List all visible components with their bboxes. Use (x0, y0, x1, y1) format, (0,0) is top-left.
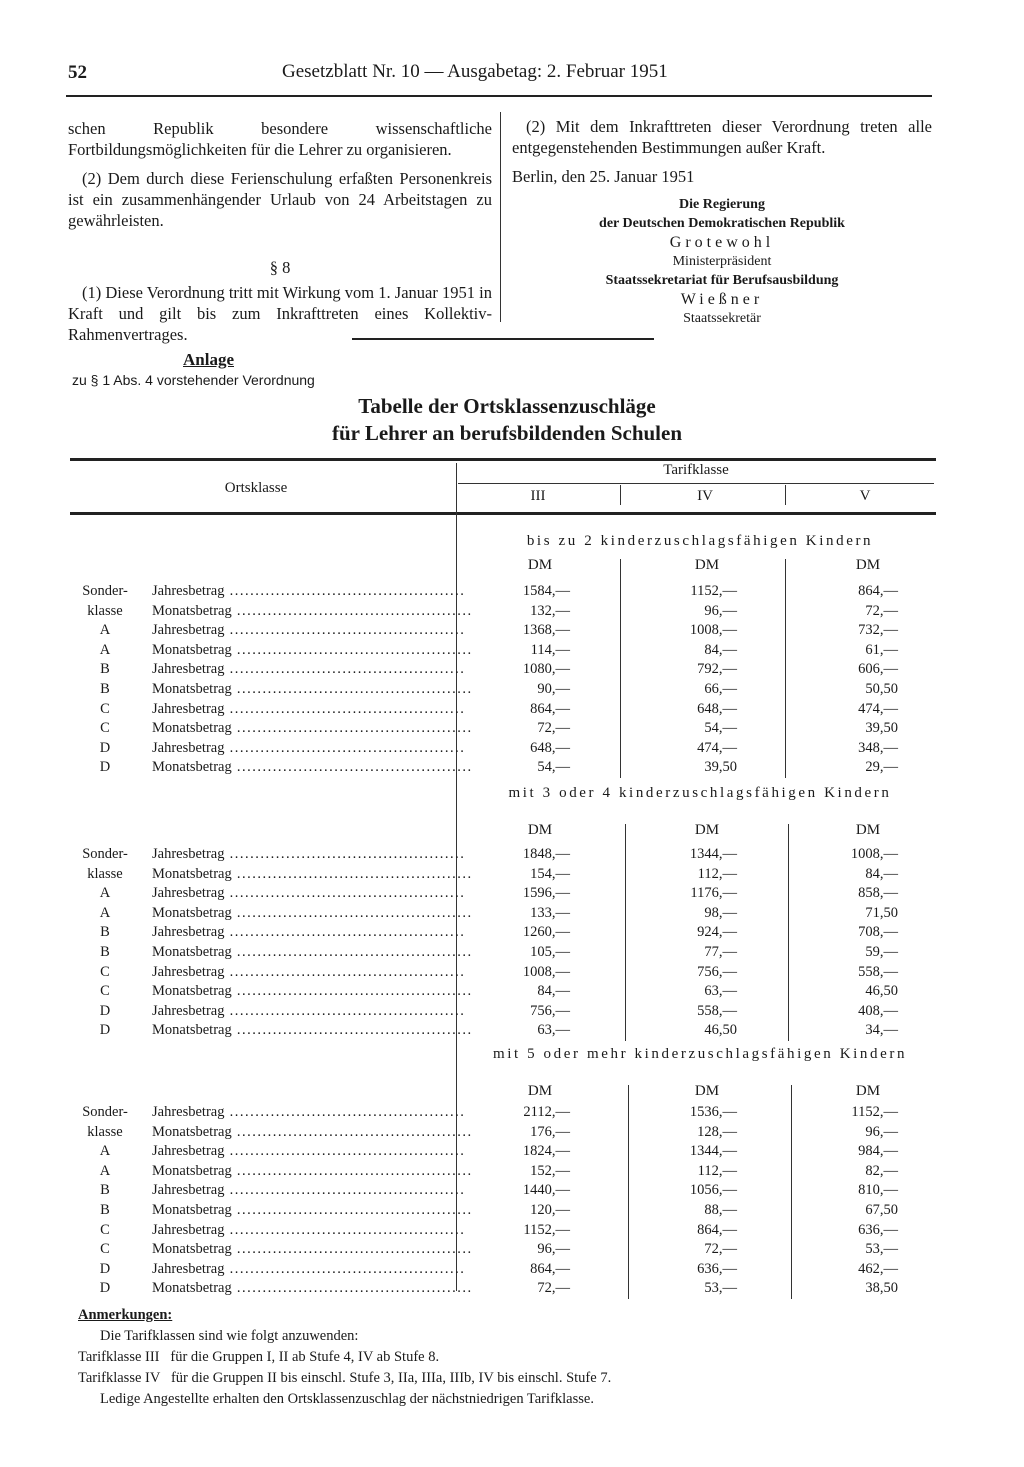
leader-dots: .............................................. (224, 1104, 466, 1120)
header-divider (785, 485, 786, 505)
betrag-type-cell (152, 1240, 473, 1260)
amount-cell: 1344,— (689, 846, 737, 862)
betrag-type-cell (152, 963, 466, 983)
betrag-type-cell (152, 982, 473, 1002)
left-paragraph-2: (2) Dem durch diese Ferienschulung erfaßten Personenkreis ist ein zusammenhängender Urlaub von 24 Arbeitstagen zu gewährleisten. (68, 169, 492, 230)
amount-cell: 858,— (858, 885, 898, 902)
ortsklasse-cell: C (100, 1241, 110, 1258)
amount-cell: 474,— (697, 739, 737, 756)
amount-cell: 72,— (537, 720, 570, 737)
ortsklasse-cell: A (99, 622, 111, 639)
table-row (70, 904, 930, 924)
amount-cell: 133,— (530, 904, 570, 921)
amount-cell: 84,— (537, 983, 570, 1000)
betrag-type-cell (152, 845, 466, 865)
leader-dots: .............................................. (224, 1260, 466, 1277)
dateline: Berlin, den 25. Januar 1951 (512, 167, 695, 186)
header-tarifklasse: Tarifklasse (663, 462, 729, 478)
ortsklasse-cell: C (100, 720, 110, 737)
ortsklasse-cell: D (99, 1260, 111, 1277)
betrag-type-label: Monatsbetrag (152, 1202, 232, 1218)
betrag-type-cell (152, 680, 473, 700)
leader-dots: .............................................. (231, 681, 473, 697)
sig-government-line-2: der Deutschen Demokratischen Republik (599, 216, 845, 231)
betrag-type-cell (152, 739, 466, 759)
leader-dots: .............................................. (231, 1241, 473, 1258)
betrag-type-label: Monatsbetrag (152, 1280, 232, 1297)
amount-cell: 636,— (858, 1221, 898, 1238)
leader-dots: .............................................. (224, 583, 466, 599)
amount-cell: 72,— (537, 1280, 570, 1297)
table-top-rule (70, 458, 936, 461)
amount-cell: 1536,— (689, 1104, 737, 1120)
group-label: mit 3 oder 4 kinderzuschlagsfähigen Kindern (508, 785, 892, 801)
betrag-type-cell (152, 1123, 473, 1143)
currency-label: DM (855, 822, 881, 838)
table-row (70, 923, 930, 943)
amount-cell: 46,50 (704, 1022, 737, 1039)
right-paragraph-1: (2) Mit dem Inkrafttreten dieser Verordnung treten alle entgegenstehenden Bestimmungen außer Kraft. (512, 117, 932, 157)
betrag-type-label: Jahresbetrag (152, 622, 225, 639)
leader-dots: .............................................. (231, 720, 473, 737)
header-ortsklasse: Ortsklasse (224, 480, 288, 496)
amount-cell: 53,— (704, 1280, 737, 1297)
notes-line-2: Tarifklasse III für die Gruppen I, II ab Stufe 4, IV ab Stufe 8. (78, 1349, 440, 1365)
ortsklasse-cell: A (99, 641, 111, 658)
amount-cell: 66,— (704, 681, 737, 697)
notes-line-1: Die Tarifklassen sind wie folgt anzuwenden: (100, 1328, 359, 1344)
amount-cell: 1344,— (689, 1143, 737, 1160)
table-row (70, 1260, 930, 1280)
amount-cell: 84,— (704, 641, 737, 658)
table-row (70, 621, 930, 641)
amount-cell: 96,— (865, 1123, 898, 1140)
ortsklasse-cell: D (99, 759, 111, 776)
leader-dots: .............................................. (231, 641, 473, 658)
betrag-type-label: Jahresbetrag (152, 700, 225, 717)
amount-cell: 474,— (858, 700, 898, 717)
amount-cell: 71,50 (865, 904, 898, 921)
left-paragraph-1: schen Republik besondere wissenschaftliche Fortbildungsmöglichkeiten für die Lehrer zu organisieren. (68, 119, 492, 159)
amount-cell: 96,— (537, 1241, 570, 1258)
currency-label: DM (855, 1083, 881, 1099)
amount-cell: 72,— (865, 602, 898, 619)
betrag-type-cell (152, 943, 473, 963)
table-row (70, 1103, 930, 1123)
table-row (70, 758, 930, 778)
leader-dots: .............................................. (231, 944, 473, 960)
betrag-type-label: Monatsbetrag (152, 759, 232, 776)
amount-cell: 1056,— (689, 1182, 737, 1199)
betrag-type-label: Monatsbetrag (152, 1123, 232, 1140)
betrag-type-cell (152, 923, 466, 943)
currency-label: DM (527, 822, 553, 838)
leader-dots: .............................................. (231, 1162, 473, 1179)
ortsklasse-cell: B (100, 924, 110, 941)
table-row (70, 1221, 930, 1241)
ortsklasse-cell: D (99, 1002, 111, 1019)
sig-role-2: Staatssekretär (683, 311, 761, 326)
amount-cell: 462,— (858, 1260, 898, 1277)
betrag-type-label: Monatsbetrag (152, 944, 232, 960)
leader-dots: .............................................. (231, 1022, 473, 1039)
betrag-type-cell (152, 719, 473, 739)
betrag-type-cell (152, 641, 473, 661)
table-row (70, 845, 930, 865)
leader-dots: .............................................. (231, 1123, 473, 1140)
amount-cell: 77,— (704, 944, 737, 960)
amount-cell: 29,— (865, 759, 898, 776)
amount-cell: 1848,— (522, 846, 570, 862)
header-tarif-v: V (859, 488, 871, 504)
leader-dots: .............................................. (231, 602, 473, 619)
section-rule (352, 338, 654, 340)
betrag-type-cell (152, 1021, 473, 1041)
amount-cell: 792,— (697, 661, 737, 678)
amount-cell: 1368,— (522, 622, 570, 639)
amount-cell: 1260,— (522, 924, 570, 941)
notes-heading: Anmerkungen: (78, 1307, 173, 1323)
ortsklasse-cell: D (99, 739, 111, 756)
amount-cell: 120,— (530, 1202, 570, 1218)
leader-dots: .............................................. (224, 622, 466, 639)
betrag-type-label: Jahresbetrag (152, 924, 225, 941)
betrag-type-label: Monatsbetrag (152, 865, 232, 882)
table-row (70, 1162, 930, 1182)
table-row (70, 1279, 930, 1299)
amount-cell: 1152,— (690, 583, 737, 599)
table-row (70, 739, 930, 759)
amount-cell: 864,— (530, 1260, 570, 1277)
table-row (70, 865, 930, 885)
betrag-type-cell (152, 904, 473, 924)
table-title-line-1: Tabelle der Ortsklassenzuschläge (358, 394, 656, 418)
betrag-type-cell (152, 621, 466, 641)
currency-label: DM (527, 1083, 553, 1099)
amount-cell: 1008,— (522, 963, 570, 980)
leader-dots: .............................................. (224, 1143, 466, 1160)
leader-dots: .............................................. (231, 759, 473, 776)
amount-cell: 61,— (865, 641, 898, 658)
table-row (70, 1021, 930, 1041)
betrag-type-cell (152, 758, 473, 778)
amount-cell: 864,— (858, 583, 898, 599)
amount-cell: 558,— (697, 1002, 737, 1019)
betrag-type-label: Monatsbetrag (152, 1162, 232, 1179)
ortsklasse-cell: C (100, 983, 110, 1000)
table-row (70, 700, 930, 720)
leader-dots: .............................................. (231, 865, 473, 882)
left-column (68, 118, 492, 353)
amount-cell: 2112,— (523, 1104, 570, 1120)
table-row (70, 1181, 930, 1201)
amount-cell: 34,— (865, 1022, 898, 1039)
table-row (70, 660, 930, 680)
leader-dots: .............................................. (224, 1002, 466, 1019)
amount-cell: 648,— (530, 739, 570, 756)
amount-cell: 112,— (697, 1162, 737, 1179)
amount-cell: 63,— (704, 983, 737, 1000)
table-title (200, 393, 814, 447)
table-row (70, 1142, 930, 1162)
betrag-type-cell (152, 1142, 466, 1162)
ortsklasse-cell: B (100, 661, 110, 678)
table-row (70, 719, 930, 739)
section-heading: § 8 (269, 258, 291, 277)
ortsklasse-cell: klasse (87, 865, 123, 882)
amount-cell: 1176,— (690, 885, 737, 902)
betrag-type-label: Jahresbetrag (152, 885, 225, 902)
amount-cell: 90,— (537, 681, 570, 697)
betrag-type-label: Monatsbetrag (152, 904, 232, 921)
table-row (70, 982, 930, 1002)
amount-cell: 756,— (697, 963, 737, 980)
table-row (70, 1123, 930, 1143)
currency-label: DM (694, 1083, 720, 1099)
currency-label: DM (527, 557, 553, 573)
leader-dots: .............................................. (224, 739, 466, 756)
leader-dots: .............................................. (231, 904, 473, 921)
page-number: 52 (68, 62, 87, 83)
amount-cell: 67,50 (865, 1202, 898, 1218)
betrag-type-label: Jahresbetrag (152, 739, 225, 756)
ortsklasse-cell: B (100, 1182, 110, 1199)
right-column (512, 116, 932, 328)
header-tarif-iii: III (530, 488, 546, 504)
leader-dots: .............................................. (224, 846, 466, 862)
amount-cell: 39,50 (865, 720, 898, 737)
ortsklasse-cell: A (99, 1143, 111, 1160)
sig-government-line-1: Die Regierung (679, 197, 765, 212)
group-label: bis zu 2 kinderzuschlagsfähigen Kindern (526, 533, 874, 549)
ortsklasse-cell: B (100, 681, 110, 697)
leader-dots: .............................................. (231, 983, 473, 1000)
ortsklasse-cell: C (100, 963, 110, 980)
ortsklasse-cell: D (99, 1280, 111, 1297)
betrag-type-cell (152, 1201, 473, 1221)
amount-cell: 132,— (530, 602, 570, 619)
currency-label: DM (694, 822, 720, 838)
amount-cell: 72,— (704, 1241, 737, 1258)
left-paragraph-3: (1) Diese Verordnung tritt mit Wirkung vom 1. Januar 1951 in Kraft und gilt bis zum Inkrafttreten eines Kollektiv-Rahmenvertrages. (68, 283, 492, 344)
leader-dots: .............................................. (224, 1221, 466, 1238)
betrag-type-cell (152, 1181, 466, 1201)
amount-cell: 810,— (858, 1182, 898, 1199)
currency-label: DM (855, 557, 881, 573)
ortsklasse-cell: A (99, 904, 111, 921)
table-row (70, 1002, 930, 1022)
amount-cell: 59,— (865, 944, 898, 960)
ortsklasse-cell: B (100, 944, 110, 960)
betrag-type-label: Jahresbetrag (152, 1182, 225, 1199)
betrag-type-label: Jahresbetrag (152, 1104, 225, 1120)
betrag-type-label: Jahresbetrag (152, 661, 225, 678)
betrag-type-label: Monatsbetrag (152, 983, 232, 1000)
betrag-type-cell (152, 1279, 473, 1299)
betrag-type-label: Jahresbetrag (152, 583, 225, 599)
betrag-type-label: Jahresbetrag (152, 1221, 225, 1238)
betrag-type-cell (152, 582, 466, 602)
amount-cell: 636,— (697, 1260, 737, 1277)
leader-dots: .............................................. (224, 885, 466, 902)
ortsklasse-cell: Sonder- (82, 846, 128, 862)
table-row (70, 582, 930, 602)
group-label: mit 5 oder mehr kinderzuschlagsfähigen Kindern (492, 1046, 908, 1062)
leader-dots: .............................................. (224, 661, 466, 678)
betrag-type-cell (152, 602, 473, 622)
amount-cell: 864,— (530, 700, 570, 717)
leader-dots: .............................................. (224, 700, 466, 717)
table-row (70, 1201, 930, 1221)
header-divider (620, 485, 621, 505)
amount-cell: 1584,— (522, 583, 570, 599)
amount-cell: 1152,— (851, 1104, 898, 1120)
notes (78, 1305, 611, 1410)
sig-organisation-2: Staatssekretariat für Berufsausbildung (605, 273, 839, 288)
ortsklasse-cell: A (99, 1162, 111, 1179)
ortsklasse-cell: C (100, 700, 110, 717)
betrag-type-cell (152, 1221, 466, 1241)
amount-cell: 53,— (865, 1241, 898, 1258)
betrag-type-cell (152, 1260, 466, 1280)
currency-label: DM (694, 557, 720, 573)
amount-cell: 154,— (530, 865, 570, 882)
amount-cell: 1080,— (522, 661, 570, 678)
amount-cell: 558,— (858, 963, 898, 980)
betrag-type-label: Jahresbetrag (152, 846, 225, 862)
annex-subtitle: zu § 1 Abs. 4 vorstehender Verordnung (72, 372, 315, 388)
betrag-type-cell (152, 1002, 466, 1022)
sig-role-1: Ministerpräsident (672, 254, 772, 269)
leader-dots: .............................................. (231, 1202, 473, 1218)
amount-cell: 756,— (530, 1002, 570, 1019)
betrag-type-label: Monatsbetrag (152, 1241, 232, 1258)
betrag-type-cell (152, 700, 466, 720)
amount-cell: 112,— (697, 865, 737, 882)
table-row (70, 884, 930, 904)
amount-cell: 924,— (697, 924, 737, 941)
amount-cell: 50,50 (865, 681, 898, 697)
ortsklasse-cell: Sonder- (82, 583, 128, 599)
betrag-type-label: Jahresbetrag (152, 963, 225, 980)
table-header-rule (70, 512, 936, 515)
ortsklasse-cell: klasse (87, 602, 123, 619)
ortsklasse-cell: klasse (87, 1123, 123, 1140)
amount-cell: 88,— (704, 1202, 737, 1218)
amount-cell: 864,— (697, 1221, 737, 1238)
leader-dots: .............................................. (224, 1182, 466, 1199)
amount-cell: 38,50 (865, 1280, 898, 1297)
amount-cell: 46,50 (865, 983, 898, 1000)
amount-cell: 54,— (704, 720, 737, 737)
amount-cell: 128,— (697, 1123, 737, 1140)
table-row (70, 641, 930, 661)
header-tarif-iv: IV (697, 488, 713, 504)
ortsklasse-cell: A (99, 885, 111, 902)
leader-dots: .............................................. (224, 963, 466, 980)
signature-block (512, 195, 932, 328)
amount-cell: 708,— (858, 924, 898, 941)
amount-cell: 105,— (530, 944, 570, 960)
leader-dots: .............................................. (224, 924, 466, 941)
header-rule (66, 95, 932, 97)
betrag-type-cell (152, 660, 466, 680)
ortsklasse-cell: C (100, 1221, 110, 1238)
amount-cell: 98,— (704, 904, 737, 921)
amount-cell: 82,— (865, 1162, 898, 1179)
amount-cell: 1008,— (689, 622, 737, 639)
betrag-type-label: Jahresbetrag (152, 1143, 225, 1160)
annex-title: Anlage (183, 350, 234, 369)
gazette-header: Gesetzblatt Nr. 10 — Ausgabetag: 2. Februar 1951 (282, 61, 668, 82)
tarif-underline (458, 483, 934, 484)
ortsklasse-cell: D (99, 1022, 111, 1039)
sig-name-1: Grotewohl (669, 234, 775, 251)
amount-cell: 408,— (858, 1002, 898, 1019)
amount-cell: 63,— (537, 1022, 570, 1039)
betrag-type-label: Monatsbetrag (152, 641, 232, 658)
amount-cell: 39,50 (704, 759, 737, 776)
betrag-type-label: Monatsbetrag (152, 1022, 232, 1039)
amount-cell: 54,— (537, 759, 570, 776)
table-row (70, 963, 930, 983)
table-title-line-2: für Lehrer an berufsbildenden Schulen (331, 421, 683, 445)
amount-cell: 1008,— (850, 846, 898, 862)
betrag-type-label: Jahresbetrag (152, 1260, 225, 1277)
notes-line-4: Ledige Angestellte erhalten den Ortsklassenzuschlag der nächstniedrigen Tarifklasse. (100, 1391, 594, 1407)
amount-cell: 648,— (697, 700, 737, 717)
amount-cell: 1152,— (523, 1221, 570, 1238)
notes-line-3: Tarifklasse IV für die Gruppen II bis einschl. Stufe 3, IIa, IIIa, IIIb, IV bis einschl. Stufe 7. (78, 1370, 612, 1386)
amount-cell: 732,— (858, 622, 898, 639)
amount-cell: 606,— (858, 661, 898, 678)
amount-cell: 96,— (704, 602, 737, 619)
amount-cell: 348,— (858, 739, 898, 756)
amount-cell: 114,— (530, 641, 570, 658)
amount-cell: 84,— (865, 865, 898, 882)
sig-name-2: Wießner (680, 291, 764, 308)
column-separator (500, 112, 501, 322)
amount-cell: 152,— (530, 1162, 570, 1179)
table-row (70, 943, 930, 963)
table-row (70, 1240, 930, 1260)
betrag-type-cell (152, 865, 473, 885)
betrag-type-label: Jahresbetrag (152, 1002, 225, 1019)
betrag-type-label: Monatsbetrag (152, 602, 232, 619)
betrag-type-cell (152, 1162, 473, 1182)
betrag-type-label: Monatsbetrag (152, 681, 232, 697)
betrag-type-cell (152, 884, 466, 904)
amount-cell: 176,— (530, 1123, 570, 1140)
ortsklasse-cell: Sonder- (82, 1104, 128, 1120)
betrag-type-cell (152, 1103, 466, 1123)
amount-cell: 984,— (858, 1143, 898, 1160)
table-row (70, 680, 930, 700)
ortsklasse-cell: B (100, 1202, 110, 1218)
table-row (70, 602, 930, 622)
amount-cell: 1440,— (522, 1182, 570, 1199)
amount-cell: 1596,— (522, 885, 570, 902)
amount-cell: 1824,— (522, 1143, 570, 1160)
leader-dots: .............................................. (231, 1280, 473, 1297)
betrag-type-label: Monatsbetrag (152, 720, 232, 737)
